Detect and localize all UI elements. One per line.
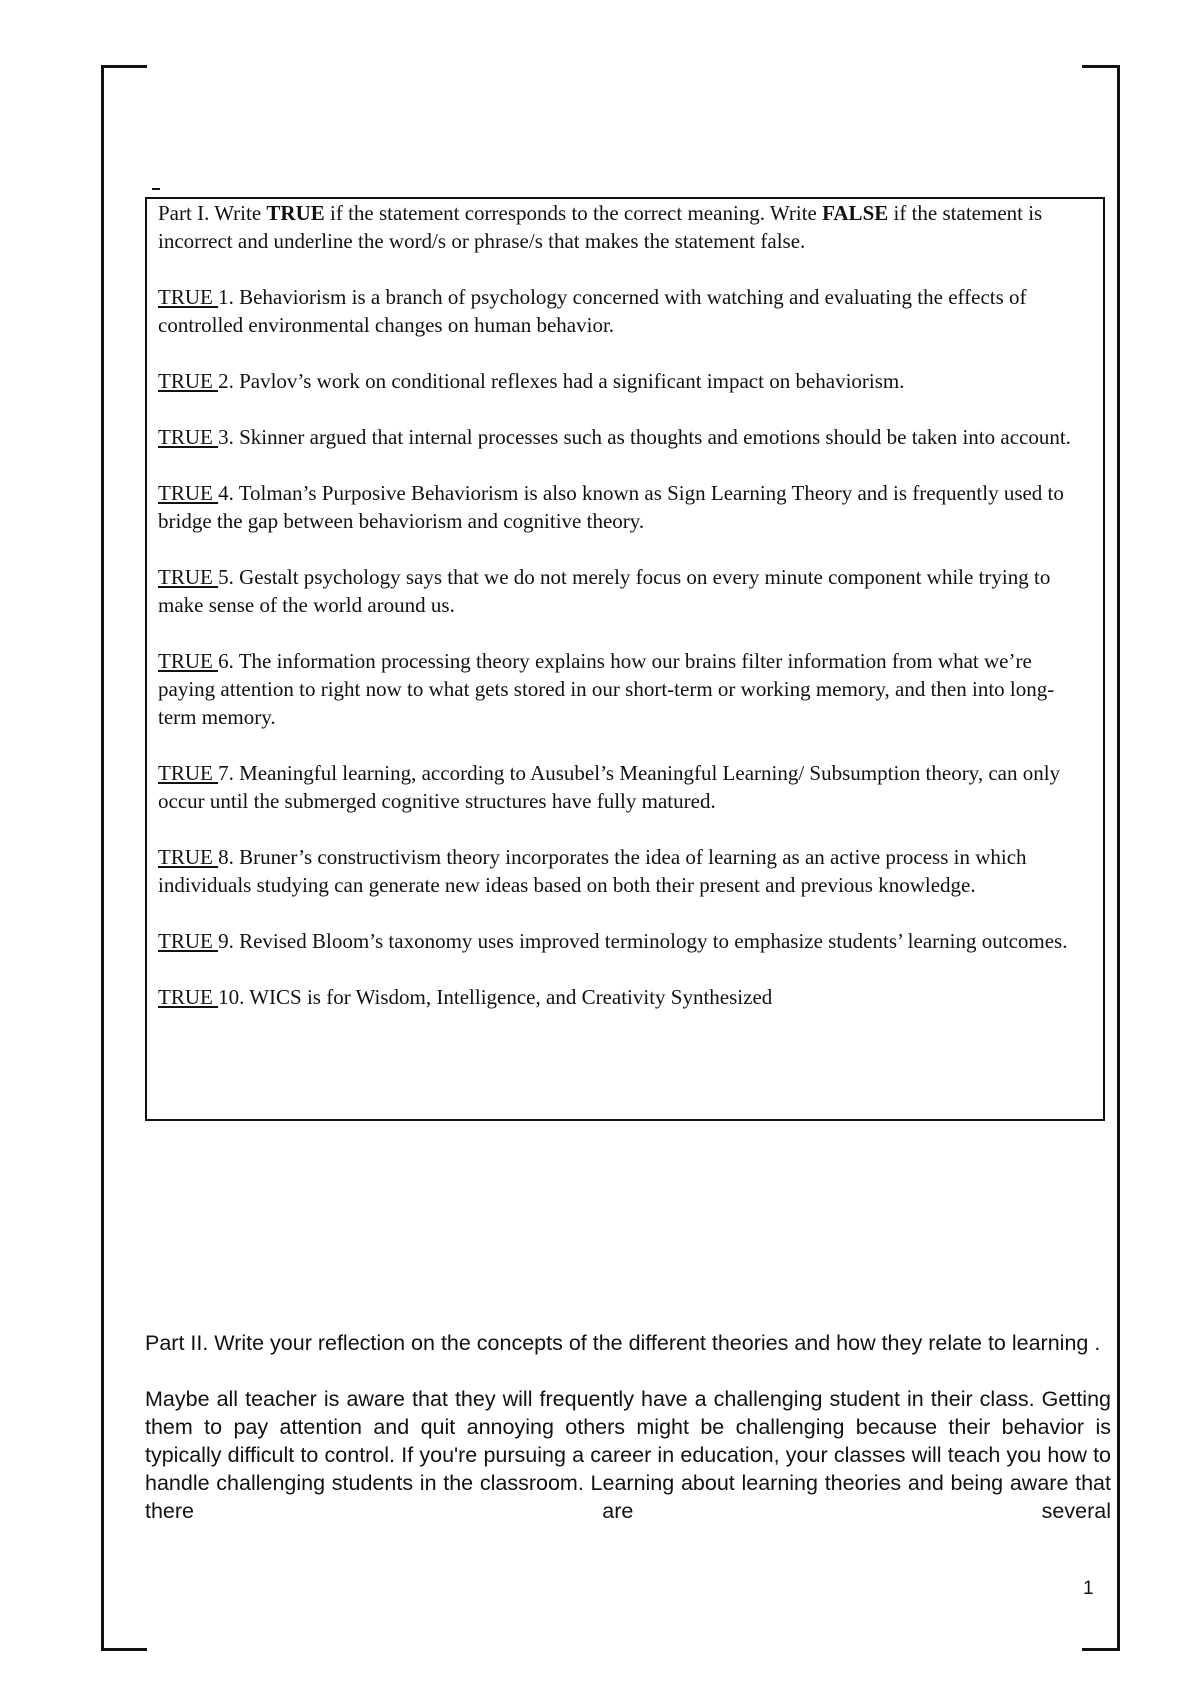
statement-text: 9. Revised Bloom’s taxonomy uses improved terminology to emphasize students’ learning outcomes.: [218, 929, 1068, 953]
statement-text: 6. The information processing theory explains how our brains filter information from what we’re paying attention to right now to what gets stored in our short-term or working memory, and then into long-term memory.: [158, 649, 1055, 729]
statement-item: [158, 647, 1091, 731]
instructions-pre: Part I. Write: [158, 201, 267, 225]
statement-answer: TRUE: [158, 929, 219, 953]
statement-item: [158, 843, 1091, 899]
statement-item: [158, 759, 1091, 815]
statement-text: 8. Bruner’s constructivism theory incorporates the idea of learning as an active process in which individuals studying can generate new ideas based on both their present and previous knowledge.: [158, 845, 1027, 897]
statement-text: 7. Meaningful learning, according to Ausubel’s Meaningful Learning/ Subsumption theory, can only occur until the submerged cognitive structures have fully matured.: [158, 761, 1061, 813]
part1-box: [145, 197, 1105, 1121]
statement-item: [158, 563, 1091, 619]
statement-answer: TRUE: [158, 565, 219, 589]
statement-item: [158, 423, 1091, 451]
statement-answer: TRUE: [158, 425, 219, 449]
part2-section: [145, 1329, 1111, 1553]
part2-reflection: Maybe all teacher is aware that they will frequently have a challenging student in their class. Getting them to pay attention and quit annoying others might be challenging because their behavior is typically difficult to control. If you're pursuing a career in education, your classes will teach you how to handle challenging students in the classroom. Learning about learning theories and being aware that there are several: [145, 1387, 1111, 1523]
statement-answer: TRUE: [158, 285, 219, 309]
statement-answer: TRUE: [158, 369, 219, 393]
statement-text: 4. Tolman’s Purposive Behaviorism is also known as Sign Learning Theory and is frequently used to bridge the gap between behaviorism and cognitive theory.: [158, 481, 1064, 533]
statement-item: [158, 983, 1091, 1011]
statement-item: [158, 283, 1091, 339]
instructions-true: TRUE: [266, 201, 325, 225]
statement-answer: TRUE: [158, 481, 219, 505]
statement-text: 2. Pavlov’s work on conditional reflexes had a significant impact on behaviorism.: [218, 369, 905, 393]
statement-answer: TRUE: [158, 761, 219, 785]
statement-item: [158, 367, 1091, 395]
statement-text: 10. WICS is for Wisdom, Intelligence, and Creativity Synthesized: [218, 985, 773, 1009]
statement-answer: TRUE: [158, 985, 219, 1009]
instructions-false: FALSE: [822, 201, 889, 225]
part1-instructions: [158, 199, 1091, 255]
statement-text: 1. Behaviorism is a branch of psychology concerned with watching and evaluating the effects of controlled environmental changes on human behavior.: [158, 285, 1027, 337]
part2-heading: Part II. Write your reflection on the concepts of the different theories and how they relate to learning .: [145, 1331, 1101, 1355]
statement-answer: TRUE: [158, 845, 219, 869]
box-tick-mark: [152, 188, 160, 193]
page-number: 1: [1083, 1578, 1094, 1599]
page-bracket-left: [101, 65, 147, 1651]
instructions-post: if the statement is incorrect and underline the word/s or phrase/s that makes the statement false.: [158, 201, 1043, 253]
statement-text: 3. Skinner argued that internal processes such as thoughts and emotions should be taken into account.: [218, 425, 1071, 449]
statement-item: [158, 927, 1091, 955]
statement-text: 5. Gestalt psychology says that we do not merely focus on every minute component while trying to make sense of the world around us.: [158, 565, 1051, 617]
statement-item: [158, 479, 1091, 535]
instructions-mid: if the statement corresponds to the correct meaning. Write: [324, 201, 823, 225]
statement-answer: TRUE: [158, 649, 219, 673]
